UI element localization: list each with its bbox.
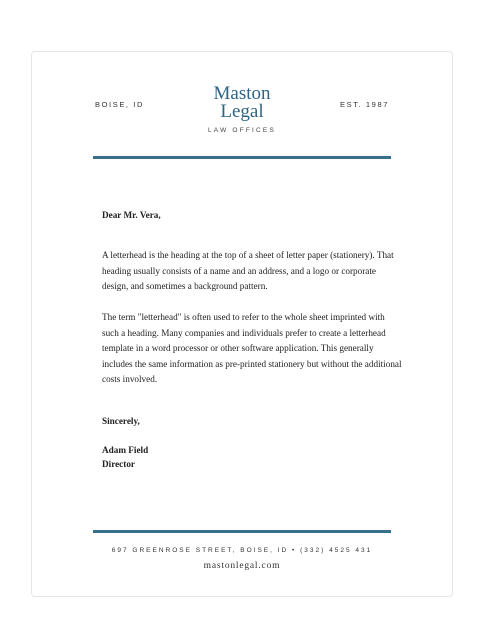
footer-website: mastonlegal.com bbox=[203, 561, 281, 571]
salutation: Dear Mr. Vera, bbox=[102, 210, 161, 220]
header-location: BOISE, ID bbox=[95, 100, 144, 109]
signer-title: Director bbox=[102, 459, 135, 469]
header-divider bbox=[93, 156, 391, 159]
footer-address: 697 GREENROSE STREET, BOISE, ID • (332) 4525 431 bbox=[111, 547, 373, 554]
header-established: EST. 1987 bbox=[339, 100, 389, 109]
body-paragraph-1: A letterhead is the heading at the top of a sheet of letter paper (stationery). That heading usually consists of a name and an address, and a logo or corporate design, and sometimes a background pattern. bbox=[102, 250, 394, 292]
footer-divider bbox=[93, 530, 391, 533]
signature-block bbox=[102, 443, 402, 471]
body-paragraph-2: The term "letterhead" is often used to refer to the whole sheet imprinted with such a heading. Many companies and individuals prefer to create a letterhead template in a word processor or other software application. This generally includes the same information as pre-printed stationery but without the additional costs involved. bbox=[102, 312, 402, 385]
signer-name: Adam Field bbox=[102, 445, 149, 455]
brand-name-line2: Legal bbox=[220, 101, 264, 122]
brand-subtitle: LAW OFFICES bbox=[207, 127, 277, 134]
closing: Sincerely, bbox=[102, 416, 140, 426]
brand-name-line1: Maston bbox=[213, 83, 271, 104]
